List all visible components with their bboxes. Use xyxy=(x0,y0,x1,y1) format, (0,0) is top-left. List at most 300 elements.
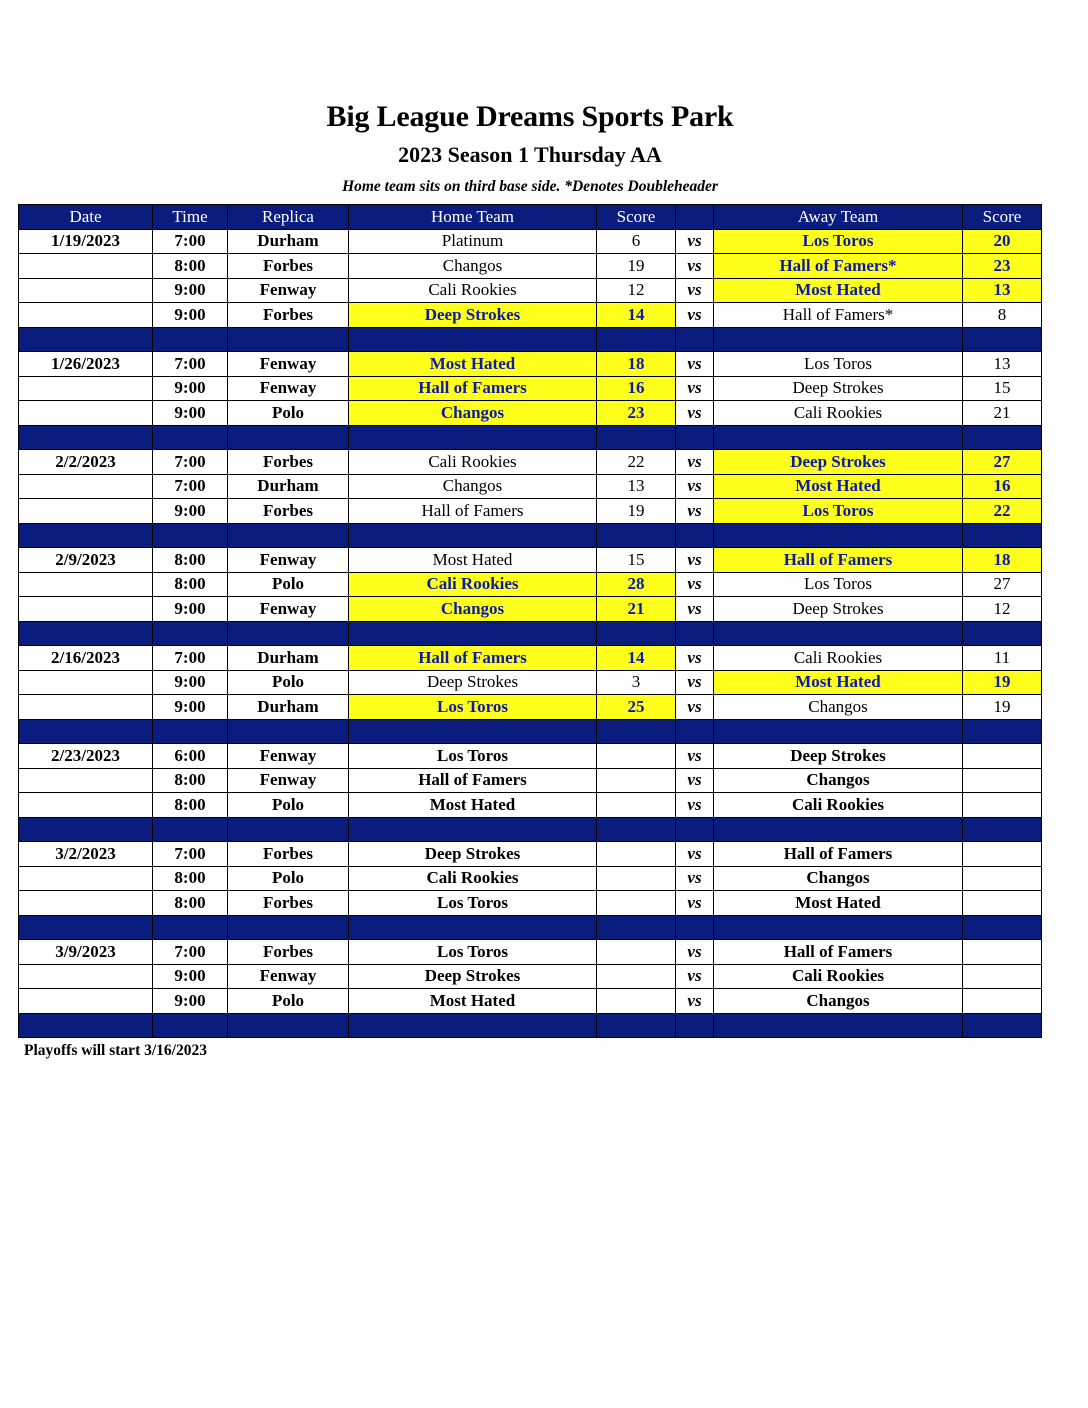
time-cell: 8:00 xyxy=(153,254,228,279)
home-score-cell: 18 xyxy=(597,352,676,377)
vs-cell: vs xyxy=(676,597,714,622)
away-score-cell: 27 xyxy=(963,450,1042,475)
vs-cell: vs xyxy=(676,474,714,499)
date-cell: 2/16/2023 xyxy=(19,646,153,671)
vs-cell: vs xyxy=(676,450,714,475)
field-cell: Durham xyxy=(228,646,349,671)
table-header-row xyxy=(19,205,1042,230)
separator-cell xyxy=(19,817,153,842)
time-cell: 8:00 xyxy=(153,548,228,573)
home-team-cell: Platinum xyxy=(349,229,597,254)
date-cell: 2/2/2023 xyxy=(19,450,153,475)
away-score-cell xyxy=(963,793,1042,818)
home-team-cell: Changos xyxy=(349,401,597,426)
home-team-cell: Los Toros xyxy=(349,695,597,720)
time-cell: 9:00 xyxy=(153,597,228,622)
home-team-cell: Changos xyxy=(349,254,597,279)
time-cell: 9:00 xyxy=(153,303,228,328)
away-score-cell: 13 xyxy=(963,352,1042,377)
field-cell: Forbes xyxy=(228,303,349,328)
time-cell: 9:00 xyxy=(153,376,228,401)
home-score-cell xyxy=(597,768,676,793)
separator-cell xyxy=(963,327,1042,352)
table-row xyxy=(19,646,1042,671)
away-team-cell: Hall of Famers xyxy=(714,548,963,573)
separator-cell xyxy=(228,425,349,450)
home-score-cell xyxy=(597,940,676,965)
week-separator-row xyxy=(19,817,1042,842)
home-team-cell: Most Hated xyxy=(349,352,597,377)
separator-cell xyxy=(153,1013,228,1038)
away-score-cell xyxy=(963,866,1042,891)
vs-cell: vs xyxy=(676,229,714,254)
separator-cell xyxy=(153,327,228,352)
field-cell: Polo xyxy=(228,793,349,818)
col-header-time: Time xyxy=(153,205,228,230)
separator-cell xyxy=(597,1013,676,1038)
away-score-cell: 21 xyxy=(963,401,1042,426)
away-team-cell: Los Toros xyxy=(714,229,963,254)
date-cell xyxy=(19,866,153,891)
date-cell xyxy=(19,401,153,426)
date-cell xyxy=(19,695,153,720)
separator-cell xyxy=(963,621,1042,646)
time-cell: 8:00 xyxy=(153,768,228,793)
home-score-cell xyxy=(597,891,676,916)
separator-cell xyxy=(714,523,963,548)
separator-cell xyxy=(597,523,676,548)
time-cell: 7:00 xyxy=(153,229,228,254)
week-separator-row xyxy=(19,915,1042,940)
vs-cell: vs xyxy=(676,964,714,989)
separator-cell xyxy=(714,425,963,450)
table-row xyxy=(19,964,1042,989)
page-title: Big League Dreams Sports Park xyxy=(326,100,734,133)
home-team-cell: Los Toros xyxy=(349,891,597,916)
home-score-cell: 25 xyxy=(597,695,676,720)
separator-cell xyxy=(676,621,714,646)
home-team-cell: Deep Strokes xyxy=(349,303,597,328)
vs-cell: vs xyxy=(676,376,714,401)
away-team-cell: Hall of Famers xyxy=(714,842,963,867)
week-separator-row xyxy=(19,425,1042,450)
field-cell: Fenway xyxy=(228,964,349,989)
separator-cell xyxy=(676,425,714,450)
separator-cell xyxy=(676,817,714,842)
home-score-cell: 22 xyxy=(597,450,676,475)
time-cell: 7:00 xyxy=(153,474,228,499)
away-team-cell: Most Hated xyxy=(714,278,963,303)
away-team-cell: Changos xyxy=(714,989,963,1014)
home-score-cell xyxy=(597,989,676,1014)
col-header-away-team: Away Team xyxy=(714,205,963,230)
separator-cell xyxy=(19,523,153,548)
table-row xyxy=(19,940,1042,965)
col-header-home-team: Home Team xyxy=(349,205,597,230)
away-team-cell: Most Hated xyxy=(714,670,963,695)
week-separator-row xyxy=(19,523,1042,548)
table-row xyxy=(19,499,1042,524)
field-cell: Fenway xyxy=(228,376,349,401)
page-subtitle: 2023 Season 1 Thursday AA xyxy=(398,142,662,167)
home-team-cell: Most Hated xyxy=(349,548,597,573)
away-score-cell: 22 xyxy=(963,499,1042,524)
vs-cell: vs xyxy=(676,940,714,965)
separator-cell xyxy=(19,425,153,450)
date-cell: 3/2/2023 xyxy=(19,842,153,867)
separator-cell xyxy=(714,817,963,842)
field-cell: Fenway xyxy=(228,352,349,377)
table-row xyxy=(19,744,1042,769)
away-score-cell: 16 xyxy=(963,474,1042,499)
vs-cell: vs xyxy=(676,278,714,303)
table-row xyxy=(19,474,1042,499)
separator-cell xyxy=(676,719,714,744)
field-cell: Polo xyxy=(228,989,349,1014)
separator-cell xyxy=(349,425,597,450)
home-team-cell: Los Toros xyxy=(349,744,597,769)
away-team-cell: Most Hated xyxy=(714,891,963,916)
separator-cell xyxy=(676,523,714,548)
col-header-date: Date xyxy=(19,205,153,230)
separator-cell xyxy=(714,915,963,940)
away-team-cell: Cali Rookies xyxy=(714,964,963,989)
away-team-cell: Changos xyxy=(714,768,963,793)
time-cell: 7:00 xyxy=(153,352,228,377)
separator-cell xyxy=(714,327,963,352)
home-score-cell: 14 xyxy=(597,303,676,328)
separator-cell xyxy=(963,915,1042,940)
separator-cell xyxy=(228,523,349,548)
away-team-cell: Deep Strokes xyxy=(714,597,963,622)
field-cell: Polo xyxy=(228,401,349,426)
home-team-cell: Hall of Famers xyxy=(349,499,597,524)
date-cell xyxy=(19,474,153,499)
home-score-cell: 28 xyxy=(597,572,676,597)
date-cell: 3/9/2023 xyxy=(19,940,153,965)
separator-cell xyxy=(153,425,228,450)
home-score-cell: 21 xyxy=(597,597,676,622)
home-team-cell: Hall of Famers xyxy=(349,376,597,401)
table-row xyxy=(19,768,1042,793)
home-team-cell: Deep Strokes xyxy=(349,670,597,695)
home-score-cell xyxy=(597,866,676,891)
away-score-cell xyxy=(963,842,1042,867)
time-cell: 6:00 xyxy=(153,744,228,769)
time-cell: 7:00 xyxy=(153,940,228,965)
separator-cell xyxy=(676,1013,714,1038)
away-team-cell: Los Toros xyxy=(714,352,963,377)
separator-cell xyxy=(19,621,153,646)
table-row xyxy=(19,376,1042,401)
time-cell: 9:00 xyxy=(153,278,228,303)
home-score-cell: 15 xyxy=(597,548,676,573)
home-team-cell: Cali Rookies xyxy=(349,572,597,597)
table-row xyxy=(19,254,1042,279)
separator-cell xyxy=(963,523,1042,548)
separator-cell xyxy=(597,621,676,646)
away-score-cell: 23 xyxy=(963,254,1042,279)
separator-cell xyxy=(349,915,597,940)
separator-cell xyxy=(153,719,228,744)
schedule-note: Home team sits on third base side. *Denotes Doubleheader xyxy=(342,178,718,195)
date-cell xyxy=(19,964,153,989)
away-team-cell: Los Toros xyxy=(714,499,963,524)
home-score-cell xyxy=(597,744,676,769)
vs-cell: vs xyxy=(676,768,714,793)
date-cell: 1/26/2023 xyxy=(19,352,153,377)
vs-cell: vs xyxy=(676,989,714,1014)
field-cell: Forbes xyxy=(228,499,349,524)
vs-cell: vs xyxy=(676,254,714,279)
field-cell: Fenway xyxy=(228,548,349,573)
field-cell: Durham xyxy=(228,229,349,254)
away-team-cell: Hall of Famers* xyxy=(714,254,963,279)
separator-cell xyxy=(228,1013,349,1038)
field-cell: Forbes xyxy=(228,842,349,867)
home-team-cell: Changos xyxy=(349,474,597,499)
field-cell: Fenway xyxy=(228,278,349,303)
separator-cell xyxy=(597,915,676,940)
home-team-cell: Hall of Famers xyxy=(349,646,597,671)
field-cell: Durham xyxy=(228,474,349,499)
home-team-cell: Most Hated xyxy=(349,793,597,818)
col-header-home-score: Score xyxy=(597,205,676,230)
field-cell: Polo xyxy=(228,572,349,597)
home-team-cell: Hall of Famers xyxy=(349,768,597,793)
table-row xyxy=(19,229,1042,254)
playoffs-note: Playoffs will start 3/16/2023 xyxy=(24,1042,207,1059)
field-cell: Durham xyxy=(228,695,349,720)
time-cell: 9:00 xyxy=(153,964,228,989)
separator-cell xyxy=(349,523,597,548)
date-cell: 2/9/2023 xyxy=(19,548,153,573)
time-cell: 7:00 xyxy=(153,842,228,867)
away-team-cell: Cali Rookies xyxy=(714,793,963,818)
time-cell: 7:00 xyxy=(153,450,228,475)
table-row xyxy=(19,352,1042,377)
time-cell: 8:00 xyxy=(153,793,228,818)
field-cell: Fenway xyxy=(228,768,349,793)
home-score-cell: 13 xyxy=(597,474,676,499)
separator-cell xyxy=(714,719,963,744)
schedule-body xyxy=(19,229,1042,1038)
away-score-cell xyxy=(963,940,1042,965)
field-cell: Polo xyxy=(228,866,349,891)
col-header-vs xyxy=(676,205,714,230)
field-cell: Fenway xyxy=(228,597,349,622)
date-cell xyxy=(19,572,153,597)
home-score-cell xyxy=(597,964,676,989)
table-row xyxy=(19,303,1042,328)
separator-cell xyxy=(714,1013,963,1038)
table-row xyxy=(19,842,1042,867)
away-team-cell: Hall of Famers* xyxy=(714,303,963,328)
home-score-cell: 14 xyxy=(597,646,676,671)
field-cell: Forbes xyxy=(228,940,349,965)
separator-cell xyxy=(153,915,228,940)
away-score-cell: 27 xyxy=(963,572,1042,597)
away-team-cell: Deep Strokes xyxy=(714,376,963,401)
week-separator-row xyxy=(19,719,1042,744)
separator-cell xyxy=(963,719,1042,744)
away-score-cell xyxy=(963,964,1042,989)
field-cell: Forbes xyxy=(228,254,349,279)
date-cell xyxy=(19,278,153,303)
time-cell: 9:00 xyxy=(153,401,228,426)
away-score-cell xyxy=(963,744,1042,769)
separator-cell xyxy=(228,719,349,744)
home-score-cell: 12 xyxy=(597,278,676,303)
home-score-cell xyxy=(597,793,676,818)
field-cell: Forbes xyxy=(228,450,349,475)
vs-cell: vs xyxy=(676,646,714,671)
home-score-cell: 3 xyxy=(597,670,676,695)
away-score-cell xyxy=(963,768,1042,793)
away-score-cell: 8 xyxy=(963,303,1042,328)
time-cell: 9:00 xyxy=(153,670,228,695)
away-team-cell: Los Toros xyxy=(714,572,963,597)
separator-cell xyxy=(597,817,676,842)
separator-cell xyxy=(153,621,228,646)
separator-cell xyxy=(349,1013,597,1038)
vs-cell: vs xyxy=(676,548,714,573)
away-score-cell: 12 xyxy=(963,597,1042,622)
week-separator-row xyxy=(19,621,1042,646)
date-cell xyxy=(19,793,153,818)
away-team-cell: Changos xyxy=(714,866,963,891)
home-team-cell: Cali Rookies xyxy=(349,278,597,303)
table-row xyxy=(19,450,1042,475)
table-row xyxy=(19,866,1042,891)
home-score-cell: 16 xyxy=(597,376,676,401)
vs-cell: vs xyxy=(676,572,714,597)
separator-cell xyxy=(19,1013,153,1038)
separator-cell xyxy=(228,915,349,940)
away-team-cell: Cali Rookies xyxy=(714,401,963,426)
table-row xyxy=(19,670,1042,695)
home-team-cell: Most Hated xyxy=(349,989,597,1014)
separator-cell xyxy=(676,915,714,940)
home-team-cell: Deep Strokes xyxy=(349,964,597,989)
field-cell: Forbes xyxy=(228,891,349,916)
vs-cell: vs xyxy=(676,303,714,328)
table-row xyxy=(19,891,1042,916)
home-score-cell: 19 xyxy=(597,254,676,279)
away-score-cell: 19 xyxy=(963,670,1042,695)
separator-cell xyxy=(349,817,597,842)
time-cell: 9:00 xyxy=(153,499,228,524)
time-cell: 8:00 xyxy=(153,891,228,916)
separator-cell xyxy=(597,719,676,744)
table-row xyxy=(19,695,1042,720)
date-cell: 1/19/2023 xyxy=(19,229,153,254)
home-team-cell: Cali Rookies xyxy=(349,450,597,475)
vs-cell: vs xyxy=(676,401,714,426)
date-cell xyxy=(19,891,153,916)
schedule-table xyxy=(18,204,1042,1038)
table-row xyxy=(19,572,1042,597)
home-team-cell: Los Toros xyxy=(349,940,597,965)
vs-cell: vs xyxy=(676,670,714,695)
away-score-cell xyxy=(963,989,1042,1014)
home-score-cell: 19 xyxy=(597,499,676,524)
time-cell: 8:00 xyxy=(153,572,228,597)
separator-cell xyxy=(228,621,349,646)
separator-cell xyxy=(963,817,1042,842)
date-cell xyxy=(19,989,153,1014)
date-cell xyxy=(19,254,153,279)
vs-cell: vs xyxy=(676,866,714,891)
vs-cell: vs xyxy=(676,352,714,377)
date-cell: 2/23/2023 xyxy=(19,744,153,769)
separator-cell xyxy=(19,327,153,352)
field-cell: Polo xyxy=(228,670,349,695)
date-cell xyxy=(19,670,153,695)
separator-cell xyxy=(349,719,597,744)
date-cell xyxy=(19,597,153,622)
separator-cell xyxy=(597,425,676,450)
table-row xyxy=(19,597,1042,622)
time-cell: 9:00 xyxy=(153,695,228,720)
separator-cell xyxy=(19,719,153,744)
time-cell: 9:00 xyxy=(153,989,228,1014)
vs-cell: vs xyxy=(676,499,714,524)
table-row xyxy=(19,278,1042,303)
separator-cell xyxy=(963,1013,1042,1038)
home-team-cell: Deep Strokes xyxy=(349,842,597,867)
vs-cell: vs xyxy=(676,695,714,720)
field-cell: Fenway xyxy=(228,744,349,769)
table-row xyxy=(19,401,1042,426)
away-score-cell: 11 xyxy=(963,646,1042,671)
separator-cell xyxy=(597,327,676,352)
separator-cell xyxy=(714,621,963,646)
away-score-cell: 20 xyxy=(963,229,1042,254)
vs-cell: vs xyxy=(676,793,714,818)
date-cell xyxy=(19,499,153,524)
away-team-cell: Hall of Famers xyxy=(714,940,963,965)
away-team-cell: Changos xyxy=(714,695,963,720)
away-score-cell: 19 xyxy=(963,695,1042,720)
home-score-cell: 23 xyxy=(597,401,676,426)
time-cell: 7:00 xyxy=(153,646,228,671)
away-team-cell: Most Hated xyxy=(714,474,963,499)
separator-cell xyxy=(676,327,714,352)
vs-cell: vs xyxy=(676,842,714,867)
away-team-cell: Cali Rookies xyxy=(714,646,963,671)
table-row xyxy=(19,989,1042,1014)
col-header-replica: Replica xyxy=(228,205,349,230)
separator-cell xyxy=(19,915,153,940)
week-separator-row xyxy=(19,327,1042,352)
date-cell xyxy=(19,376,153,401)
vs-cell: vs xyxy=(676,744,714,769)
away-team-cell: Deep Strokes xyxy=(714,744,963,769)
separator-cell xyxy=(963,425,1042,450)
away-score-cell xyxy=(963,891,1042,916)
date-cell xyxy=(19,303,153,328)
date-cell xyxy=(19,768,153,793)
table-row xyxy=(19,793,1042,818)
separator-cell xyxy=(228,817,349,842)
away-score-cell: 15 xyxy=(963,376,1042,401)
separator-cell xyxy=(228,327,349,352)
home-score-cell: 6 xyxy=(597,229,676,254)
time-cell: 8:00 xyxy=(153,866,228,891)
away-score-cell: 13 xyxy=(963,278,1042,303)
away-team-cell: Deep Strokes xyxy=(714,450,963,475)
